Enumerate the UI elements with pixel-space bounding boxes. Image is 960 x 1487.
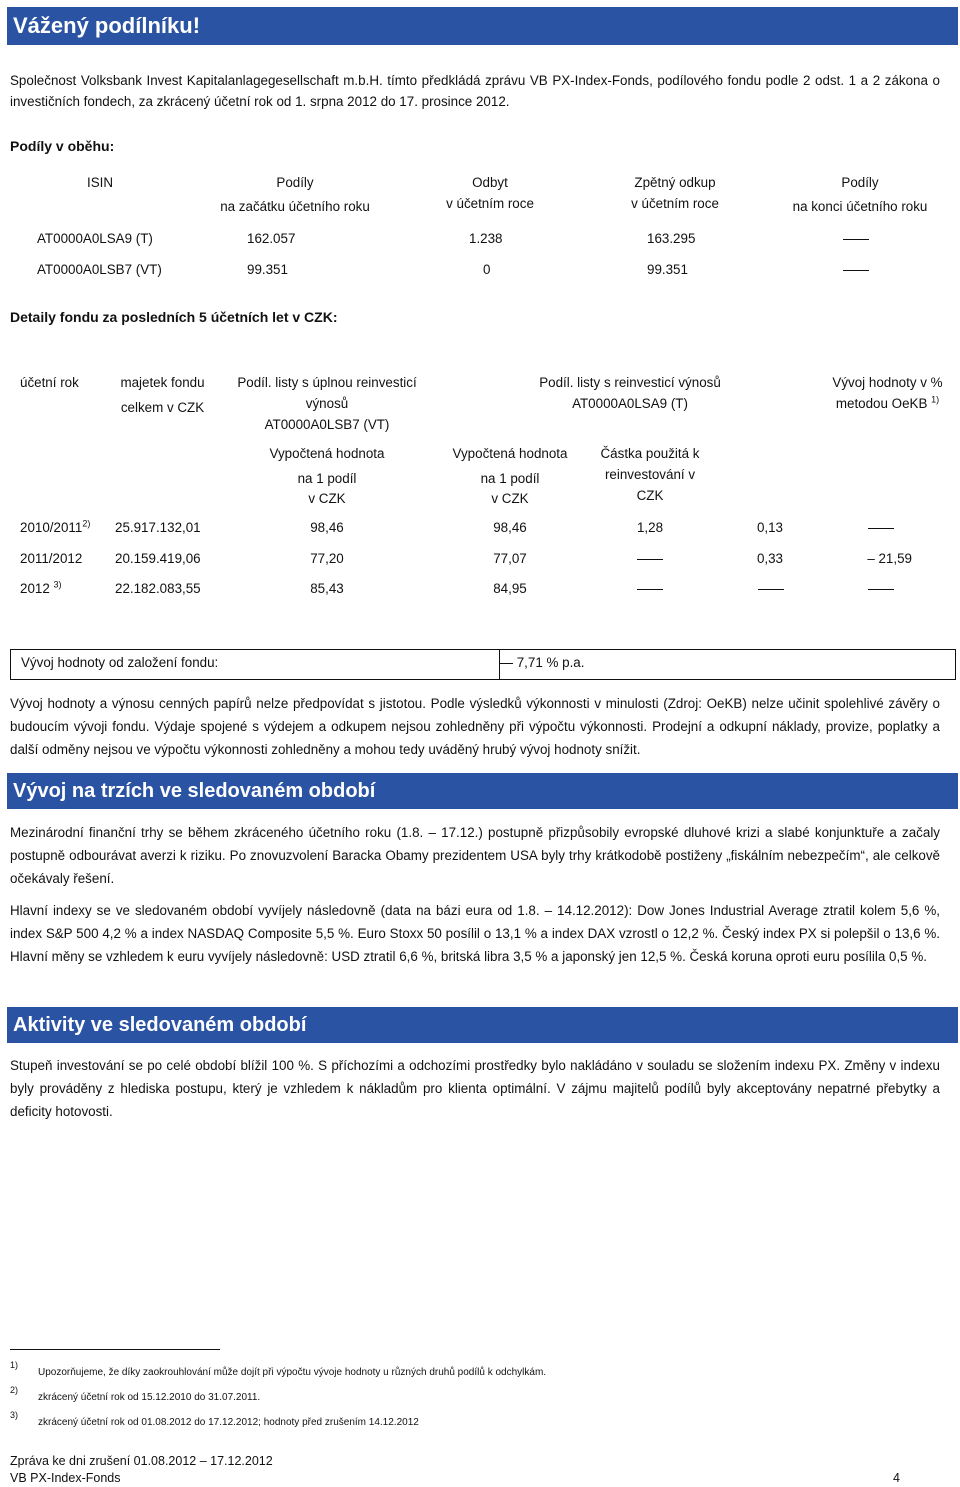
details-row2-t: 77,07 xyxy=(493,551,527,566)
markets-heading: Vývoj na trzích ve sledovaném období xyxy=(7,773,958,809)
details-row2-perf-vt: – 21,59 xyxy=(867,551,912,566)
perf-header-footnote-ref: 1) xyxy=(931,394,940,405)
disclaimer-paragraph: Vývoj hodnoty a výnosu cenných papírů nelze předpovídat s jistotou. Podle výsledků výkonnosti v minulosti (Zdroj: OeKB) nelze učinit spolehlivé závěry o budoucím vývoji fondu. Výdaje spojené s výdejem a odkupem nejsou zohledněny při výpočtu výkonnosti. Prodejní a odkupní náklady, provize, poplatky a další odměny nejsou ve výpočtu výkonnosti zohledněny a mohou tedy uváděný hrubý vývoj hodnoty snížit. xyxy=(10,696,940,757)
vt-calc-header-l3: v CZK xyxy=(308,491,346,506)
details-row1-perf-vt xyxy=(868,517,894,539)
col-year-header: účetní rok xyxy=(20,375,79,390)
intro-paragraph: Společnost Volksbank Invest Kapitalanlagegesellschaft m.b.H. tímto předkládá zprávu VB PX-Index-Fonds, podílového fondu podle 2 odst. 1 a 2 zákona o investičních fondech, za zkrácený účetní rok od 1. srpna 2012 do 17. prosince 2012. xyxy=(10,73,940,109)
since-inception-label: Vývoj hodnoty od založení fondu: xyxy=(21,655,219,670)
details-row2-perf-t: 0,33 xyxy=(756,551,783,566)
col-vt-header-l1: Podíl. listy s úplnou reinvesticí xyxy=(237,375,417,390)
details-row3-year-text: 2012 xyxy=(20,581,50,596)
reinv-header-l1: Částka použitá k xyxy=(600,446,700,461)
details-row3-perf-t xyxy=(758,578,784,600)
footer-fund-name: VB PX-Index-Fonds xyxy=(10,1471,121,1485)
details-row1-t: 98,46 xyxy=(493,520,527,535)
reinv-header-l2: reinvestování v xyxy=(604,467,696,482)
shares-row1-redemptions: 163.295 xyxy=(647,231,696,246)
activity-heading: Aktivity ve sledovaném období xyxy=(7,1007,958,1043)
shares-title: Podíly v oběhu: xyxy=(10,138,115,154)
page-number: 4 xyxy=(893,1471,900,1485)
t-calc-header-l2: na 1 podíl xyxy=(480,471,540,486)
shares-row1-start: 162.057 xyxy=(247,231,296,246)
footnote-divider xyxy=(10,1349,220,1350)
details-row1-year-text: 2010/2011 xyxy=(20,520,83,535)
footnote-2-text: zkrácený účetní rok od 15.12.2010 do 31.07.2011. xyxy=(38,1392,261,1403)
details-row1-vt: 98,46 xyxy=(310,520,344,535)
col-sales-header-l2: v účetním roce xyxy=(446,196,534,211)
details-row2-assets: 20.159.419,06 xyxy=(115,551,201,566)
details-row2-vt: 77,20 xyxy=(310,551,344,566)
t-calc-header-l1: Vypočtená hodnota xyxy=(452,446,568,461)
col-redemptions-header-l1: Zpětný odkup xyxy=(634,175,716,190)
perf-header-text: metodou OeKB xyxy=(835,396,928,411)
footnote-1-mark: 1) xyxy=(10,1360,19,1370)
details-row1-perf-t: 0,13 xyxy=(756,520,783,535)
col-perf-header-l2 xyxy=(805,393,960,415)
shares-row1-isin: AT0000A0LSA9 (T) xyxy=(37,231,153,246)
since-inception-value xyxy=(499,655,584,670)
reinv-header-l3: CZK xyxy=(636,488,664,503)
footnote-3-mark: 3) xyxy=(10,1410,19,1420)
details-row2-year: 2011/2012 xyxy=(20,551,83,566)
activity-paragraph: Stupeň investování se po celé období blížil 100 %. S příchozími a odchozími prostředky bylo nakládáno v souladu se složením indexu PX. Změny v indexu byly prováděny z hlediska postupu, který je vzhledem k nákladům pro klienta optimální. V zájmu majitelů podílů byly akceptovány nepatrné přebytky a deficity hotovosti. xyxy=(10,1058,940,1119)
col-isin-header: ISIN xyxy=(86,175,114,190)
col-end-header-l2: na konci účetního roku xyxy=(792,199,928,214)
col-end-header-l1: Podíly xyxy=(841,175,879,190)
shares-row2-sales: 0 xyxy=(483,262,491,277)
col-redemptions-header-l2: v účetním roce xyxy=(631,196,719,211)
details-row3-vt: 85,43 xyxy=(310,581,344,596)
details-row3-reinv xyxy=(637,578,663,600)
col-assets-header-l2: celkem v CZK xyxy=(120,400,205,415)
shares-row1-end xyxy=(843,228,869,250)
footnote-3-text: zkrácený účetní rok od 01.08.2012 do 17.12.2012; hodnoty před zrušením 14.12.2012 xyxy=(38,1417,419,1428)
since-inception-box xyxy=(10,649,956,680)
footnote-2-mark: 2) xyxy=(10,1385,19,1395)
details-row3-footnote-ref: 3) xyxy=(53,579,62,590)
markets-paragraph-1: Mezinárodní finanční trhy se během zkráceného účetního roku (1.8. – 17.12.) postupně přizpůsobily evropské dluhové krizi a slabé konjunktuře a začaly postupně odbourávat averzi k riziku. Po znovuzvolení Baracka Obamy prezidentem USA byly trhy krátkodobě postiženy „fiskálním nebezpečím“, ale celkově očekávaly řešení. xyxy=(10,825,940,886)
footer-report-date: Zpráva ke dni zrušení 01.08.2012 – 17.12.2012 xyxy=(10,1454,273,1468)
col-start-header-l1: Podíly xyxy=(276,175,314,190)
shares-row2-start: 99.351 xyxy=(247,262,288,277)
greeting-heading: Vážený podílníku! xyxy=(7,7,958,45)
col-perf-header-l1: Vývoj hodnoty v % xyxy=(832,375,943,390)
col-sales-header-l1: Odbyt xyxy=(472,175,508,190)
col-t-header-l1: Podíl. listy s reinvesticí výnosů xyxy=(539,375,721,390)
details-row1-assets: 25.917.132,01 xyxy=(115,520,201,535)
footnote-1-text: Upozorňujeme, že díky zaokrouhlování může dojít při výpočtu vývoje hodnoty u různých druhů podílů k odchylkám. xyxy=(38,1367,547,1378)
shares-row2-end xyxy=(843,259,869,281)
details-row2-reinv xyxy=(637,548,663,570)
col-start-header-l2: na začátku účetního roku xyxy=(220,199,370,214)
details-row1-year xyxy=(20,517,90,539)
details-row1-footnote-ref: 2) xyxy=(82,518,91,529)
vt-calc-header-l2: na 1 podíl xyxy=(297,471,357,486)
details-row1-reinv: 1,28 xyxy=(636,520,664,535)
details-row3-t: 84,95 xyxy=(493,581,527,596)
vt-calc-header-l1: Vypočtená hodnota xyxy=(269,446,385,461)
col-vt-header-l3: AT0000A0LSB7 (VT) xyxy=(264,417,390,432)
markets-paragraph-2: Hlavní indexy se ve sledovaném období vyvíjely následovně (data na bázi eura od 1.8. – 14.12.2012): Dow Jones Industrial Average ztratil kolem 5,6 %, index S&P 500 4,2 % a index NASDAQ Composite 5,5 %. Euro Stoxx 50 posílil o 13,1 % a index DAX vzrostl o 12,2 %. Český index PX si polepšil o 13,6 %. Hlavní měny se vzhledem k euru vyvíjely následovně: USD ztratil 6,6 %, britská libra 3,5 % a japonský jen 12,5 %. Česká koruna oproti euru posílila 0,5 %. xyxy=(10,903,940,964)
shares-row2-redemptions: 99.351 xyxy=(647,262,688,277)
col-t-header-l2: AT0000A0LSA9 (T) xyxy=(572,396,688,411)
col-vt-header-l2: výnosů xyxy=(305,396,349,411)
t-calc-header-l3: v CZK xyxy=(491,491,529,506)
col-assets-header-l1: majetek fondu xyxy=(120,375,205,390)
shares-row1-sales: 1.238 xyxy=(469,231,503,246)
details-row3-year xyxy=(20,578,62,600)
since-inception-value-text: 7,71 % p.a. xyxy=(516,655,585,670)
details-title: Detaily fondu za posledních 5 účetních let v CZK: xyxy=(10,309,338,325)
details-row3-assets: 22.182.083,55 xyxy=(115,581,201,596)
shares-row2-isin: AT0000A0LSB7 (VT) xyxy=(37,262,162,277)
details-row3-perf-vt xyxy=(868,578,894,600)
